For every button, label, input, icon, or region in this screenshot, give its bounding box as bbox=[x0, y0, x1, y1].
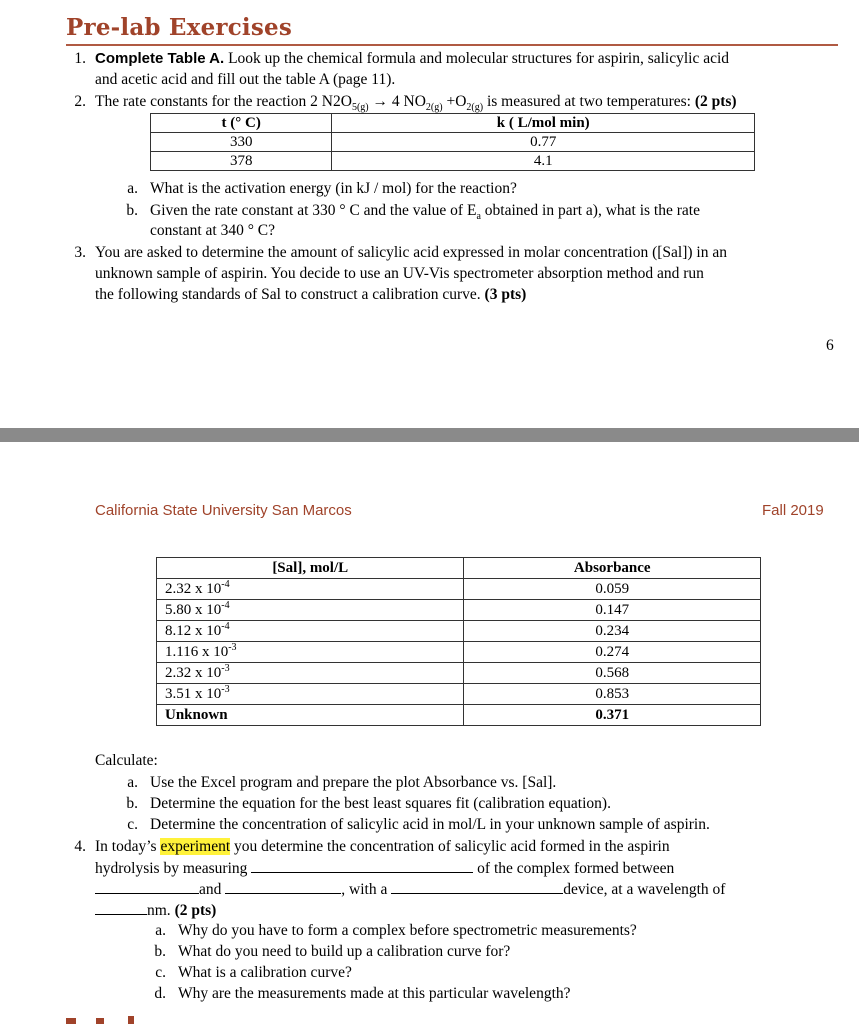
table-cell: 0.853 bbox=[464, 684, 761, 705]
table-row bbox=[157, 684, 761, 705]
fill-blank-2[interactable] bbox=[95, 880, 199, 894]
concentration-value: 5.80 x 10 bbox=[165, 602, 222, 618]
q4-pts: (2 pts) bbox=[174, 902, 217, 919]
table-row bbox=[151, 133, 755, 152]
q4c-text: What is a calibration curve? bbox=[178, 964, 352, 981]
q4a-text: Why do you have to form a complex before spectrometric measurements? bbox=[178, 922, 637, 939]
page-separator bbox=[0, 428, 859, 442]
q4-post: you determine the concentration of salicylic acid formed in the aspirin bbox=[230, 838, 670, 855]
table-cell bbox=[157, 600, 464, 621]
table-cell: Unknown bbox=[157, 705, 464, 726]
q1-bold: Complete Table A. bbox=[95, 50, 225, 67]
q2b-line1 bbox=[150, 202, 836, 223]
page-title: Pre-lab Exercises bbox=[66, 14, 292, 41]
calc-b-label: b. bbox=[126, 795, 138, 812]
table-cell: 0.147 bbox=[464, 600, 761, 621]
table-header-row bbox=[157, 558, 761, 579]
concentration-value: 8.12 x 10 bbox=[165, 623, 222, 639]
q4-pre: In today’s bbox=[95, 838, 161, 855]
q2b-line2: constant at 340 ° C? bbox=[150, 222, 276, 239]
fill-blank-4[interactable] bbox=[391, 880, 563, 894]
table-header-rate-constant: k ( L/mol min) bbox=[332, 114, 755, 133]
header-university: California State University San Marcos bbox=[95, 502, 352, 519]
exponent: -4 bbox=[221, 600, 230, 611]
q2-number: 2. bbox=[74, 93, 86, 110]
q4-l3a: and bbox=[199, 881, 226, 898]
q1-number: 1. bbox=[74, 50, 86, 67]
q2b-text1-end: obtained in part a), what is the rate bbox=[480, 202, 700, 219]
table-header-absorbance: Absorbance bbox=[464, 558, 761, 579]
concentration-value: 2.32 x 10 bbox=[165, 581, 222, 597]
calc-b-text: Determine the equation for the best least squares fit (calibration equation). bbox=[150, 795, 611, 812]
table-row bbox=[151, 152, 755, 171]
q1-line1 bbox=[95, 50, 729, 68]
table-cell bbox=[157, 642, 464, 663]
fill-blank-1[interactable] bbox=[251, 859, 473, 873]
q4-line1 bbox=[95, 838, 670, 856]
table-row bbox=[157, 579, 761, 600]
table-row bbox=[157, 663, 761, 684]
rate-constant-table bbox=[150, 113, 755, 171]
table-row bbox=[157, 642, 761, 663]
q4c-label: c. bbox=[155, 964, 166, 981]
cut-off-heading-fragment bbox=[66, 1016, 156, 1024]
q4-l2b: of the complex formed between bbox=[477, 860, 675, 877]
header-term: Fall 2019 bbox=[762, 502, 824, 519]
q2a-label: a. bbox=[127, 180, 138, 197]
q2-text-pre: The rate constants for the reaction 2 N bbox=[95, 93, 334, 110]
q4-l3b: , with a bbox=[341, 881, 392, 898]
exponent: -3 bbox=[221, 663, 230, 674]
table-cell: 0.371 bbox=[464, 705, 761, 726]
q3-line3-text: the following standards of Sal to construct a calibration curve. bbox=[95, 286, 485, 303]
table-header-temperature: t (° C) bbox=[151, 114, 332, 133]
calc-c-label: c. bbox=[127, 816, 138, 833]
table-row bbox=[157, 600, 761, 621]
q4b-label: b. bbox=[154, 943, 166, 960]
concentration-value: 1.116 x 10 bbox=[165, 644, 229, 660]
q2b-text1: Given the rate constant at 330 ° C and the value of E bbox=[150, 202, 477, 219]
table-cell bbox=[157, 579, 464, 600]
page-number: 6 bbox=[826, 337, 834, 354]
q1-line2: and acetic acid and fill out the table A (page 11). bbox=[95, 71, 396, 88]
q4d-label: d. bbox=[154, 985, 166, 1002]
calc-c-text: Determine the concentration of salicylic acid in mol/L in your unknown sample of aspirin. bbox=[150, 816, 710, 833]
calculate-heading: Calculate: bbox=[95, 752, 158, 769]
table-cell: 0.059 bbox=[464, 579, 761, 600]
q4d-text: Why are the measurements made at this particular wavelength? bbox=[178, 985, 571, 1002]
concentration-value: 3.51 x 10 bbox=[165, 686, 222, 702]
table-row-unknown bbox=[157, 705, 761, 726]
q2-text-mid: → 4 NO bbox=[372, 93, 426, 110]
calc-a-text: Use the Excel program and prepare the plot Absorbance vs. [Sal]. bbox=[150, 774, 557, 791]
q1-text1: Look up the chemical formula and molecular structures for aspirin, salicylic acid bbox=[224, 50, 730, 67]
q4-l3c: device, at a wavelength of bbox=[563, 881, 726, 898]
q4a-label: a. bbox=[155, 922, 166, 939]
table-row bbox=[157, 621, 761, 642]
calc-a-label: a. bbox=[127, 774, 138, 791]
calibration-standards-table bbox=[156, 557, 761, 726]
table-cell: 378 bbox=[151, 152, 332, 171]
q4-l2a: hydrolysis by measuring bbox=[95, 860, 252, 877]
q3-line1: You are asked to determine the amount of salicylic acid expressed in molar concentration ([Sal]) in an bbox=[95, 244, 727, 261]
q2-text-post: is measured at two temperatures: bbox=[483, 93, 695, 110]
title-underline bbox=[66, 44, 838, 46]
table-cell bbox=[157, 621, 464, 642]
fill-blank-5[interactable] bbox=[95, 901, 147, 915]
q2-line1: The rate constants for the reaction 2 $N2O_{5(g)} \to 4$ $NO_{2(g)} +O_{2(g)}$ is measured at two temperatures: (2 pts) bbox=[95, 93, 737, 114]
q3-number: 3. bbox=[74, 244, 86, 261]
table-cell: 0.77 bbox=[332, 133, 755, 152]
q2-pts: (2 pts) bbox=[694, 93, 737, 110]
q4-line4 bbox=[95, 901, 216, 920]
q3-line3 bbox=[95, 286, 526, 304]
exponent: -3 bbox=[221, 684, 230, 695]
table-header-concentration: [Sal], mol/L bbox=[157, 558, 464, 579]
q2b-subscript: a bbox=[476, 211, 481, 223]
q3-pts: (3 pts) bbox=[484, 286, 527, 303]
table-cell bbox=[157, 684, 464, 705]
q3-line2: unknown sample of aspirin. You decide to use an UV-Vis spectrometer absorption method and run bbox=[95, 265, 704, 282]
table-cell bbox=[157, 663, 464, 684]
table-cell: 330 bbox=[151, 133, 332, 152]
concentration-value: 2.32 x 10 bbox=[165, 665, 222, 681]
table-cell: 4.1 bbox=[332, 152, 755, 171]
q4-line3 bbox=[95, 880, 725, 899]
table-cell: 0.568 bbox=[464, 663, 761, 684]
highlighted-word: experiment bbox=[160, 838, 231, 855]
table-cell: 0.234 bbox=[464, 621, 761, 642]
q4-number: 4. bbox=[74, 838, 86, 855]
q2a-text: What is the activation energy (in kJ / mol) for the reaction? bbox=[150, 180, 517, 197]
exponent: -4 bbox=[221, 621, 230, 632]
q4-l4a: nm. bbox=[147, 902, 175, 919]
table-cell: 0.274 bbox=[464, 642, 761, 663]
q2b-label: b. bbox=[126, 202, 138, 219]
exponent: -4 bbox=[221, 579, 230, 590]
table-header-row bbox=[151, 114, 755, 133]
q4b-text: What do you need to build up a calibration curve for? bbox=[178, 943, 511, 960]
exponent: -3 bbox=[228, 642, 237, 653]
q4-line2 bbox=[95, 859, 674, 878]
fill-blank-3[interactable] bbox=[225, 880, 341, 894]
